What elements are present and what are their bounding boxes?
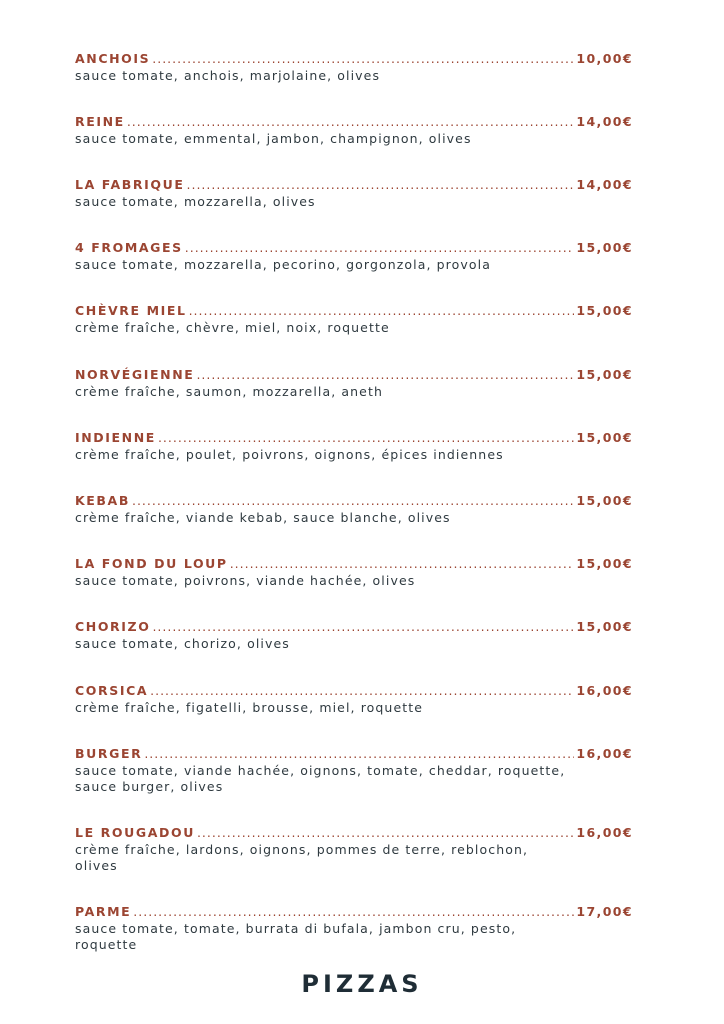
menu-item-header	[75, 618, 633, 636]
menu-item-header	[75, 824, 633, 842]
dot-leader	[150, 682, 574, 700]
menu-item-name: PARME	[75, 904, 132, 919]
menu-item-norvegienne	[75, 366, 633, 400]
menu-item-header	[75, 429, 633, 447]
page-title: PIZZAS	[301, 970, 423, 998]
menu-item-la-fabrique	[75, 176, 633, 210]
menu-item-header	[75, 50, 633, 68]
dot-leader	[144, 745, 574, 763]
dot-leader	[152, 618, 574, 636]
menu-item-name: CORSICA	[75, 683, 149, 698]
menu-item-corsica	[75, 682, 633, 716]
dot-leader	[133, 903, 574, 921]
dot-leader	[230, 555, 575, 573]
menu-item-price: 15,00€	[576, 556, 633, 571]
menu-item-anchois	[75, 50, 633, 84]
menu-item-description: crème fraîche, figatelli, brousse, miel, roquette	[75, 700, 424, 715]
menu-item-le-rougadou	[75, 824, 633, 874]
dot-leader	[158, 429, 574, 447]
menu-item-price: 15,00€	[576, 240, 633, 255]
menu-item-header	[75, 176, 633, 194]
menu-item-description: crème fraîche, chèvre, miel, noix, roquette	[75, 320, 390, 335]
menu-item-price: 10,00€	[576, 51, 633, 66]
menu-item-parme	[75, 903, 633, 953]
menu-item-description: crème fraîche, viande kebab, sauce blanche, olives	[75, 510, 451, 525]
dot-leader	[197, 824, 574, 842]
menu-item-name: 4 FROMAGES	[75, 240, 183, 255]
menu-item-price: 15,00€	[576, 493, 633, 508]
menu-item-description: crème fraîche, poulet, poivrons, oignons, épices indiennes	[75, 447, 504, 462]
dot-leader	[152, 50, 574, 68]
menu-item-description: sauce tomate, tomate, burrata di bufala, jambon cru, pesto, roquette	[75, 921, 517, 952]
menu-item-name: LA FOND DU LOUP	[75, 556, 228, 571]
menu-item-indienne	[75, 429, 633, 463]
menu-item-header	[75, 239, 633, 257]
menu-item-price: 15,00€	[576, 303, 633, 318]
menu-item-name: BURGER	[75, 746, 143, 761]
menu-item-la-fond-du-loup	[75, 555, 633, 589]
menu-item-kebab	[75, 492, 633, 526]
menu-item-description: crème fraîche, saumon, mozzarella, aneth	[75, 384, 383, 399]
menu-item-4-fromages	[75, 239, 633, 273]
menu-item-description: sauce tomate, emmental, jambon, champignon, olives	[75, 131, 472, 146]
menu-item-header	[75, 302, 633, 320]
menu-item-price: 16,00€	[576, 683, 633, 698]
dot-leader	[132, 492, 574, 510]
menu-item-description: sauce tomate, mozzarella, olives	[75, 194, 316, 209]
menu-item-price: 16,00€	[576, 825, 633, 840]
menu-item-header	[75, 366, 633, 384]
menu-item-price: 15,00€	[576, 367, 633, 382]
menu-item-header	[75, 745, 633, 763]
menu-item-header	[75, 903, 633, 921]
menu-item-header	[75, 492, 633, 510]
dot-leader	[189, 302, 575, 320]
menu-item-name: LE ROUGADOU	[75, 825, 195, 840]
menu-item-name: CHÈVRE MIEL	[75, 303, 187, 318]
menu-item-name: CHORIZO	[75, 619, 151, 634]
menu-item-description: sauce tomate, chorizo, olives	[75, 636, 290, 651]
menu-item-description: crème fraîche, lardons, oignons, pommes de terre, reblochon, olives	[75, 842, 529, 873]
menu-item-name: LA FABRIQUE	[75, 177, 185, 192]
menu-item-description: sauce tomate, anchois, marjolaine, olives	[75, 68, 381, 83]
dot-leader	[185, 239, 575, 257]
dot-leader	[127, 113, 575, 131]
menu-item-price: 16,00€	[576, 746, 633, 761]
menu-item-name: KEBAB	[75, 493, 130, 508]
dot-leader	[187, 176, 575, 194]
menu-item-chevre-miel	[75, 302, 633, 336]
menu-item-price: 14,00€	[576, 114, 633, 129]
menu-item-description: sauce tomate, poivrons, viande hachée, olives	[75, 573, 416, 588]
menu-item-price: 17,00€	[576, 904, 633, 919]
menu-item-header	[75, 682, 633, 700]
menu-item-name: ANCHOIS	[75, 51, 151, 66]
menu-item-price: 15,00€	[576, 430, 633, 445]
menu-item-name: REINE	[75, 114, 125, 129]
menu-item-burger	[75, 745, 633, 795]
menu-item-description: sauce tomate, viande hachée, oignons, tomate, cheddar, roquette, sauce burger, olives	[75, 763, 566, 794]
menu-item-name: NORVÉGIENNE	[75, 367, 195, 382]
dot-leader	[196, 366, 574, 384]
menu-item-reine	[75, 113, 633, 147]
menu-item-price: 15,00€	[576, 619, 633, 634]
menu-item-price: 14,00€	[576, 177, 633, 192]
menu-item-description: sauce tomate, mozzarella, pecorino, gorgonzola, provola	[75, 257, 491, 272]
menu-item-header	[75, 555, 633, 573]
menu-item-chorizo	[75, 618, 633, 652]
menu-item-header	[75, 113, 633, 131]
menu-item-name: INDIENNE	[75, 430, 156, 445]
